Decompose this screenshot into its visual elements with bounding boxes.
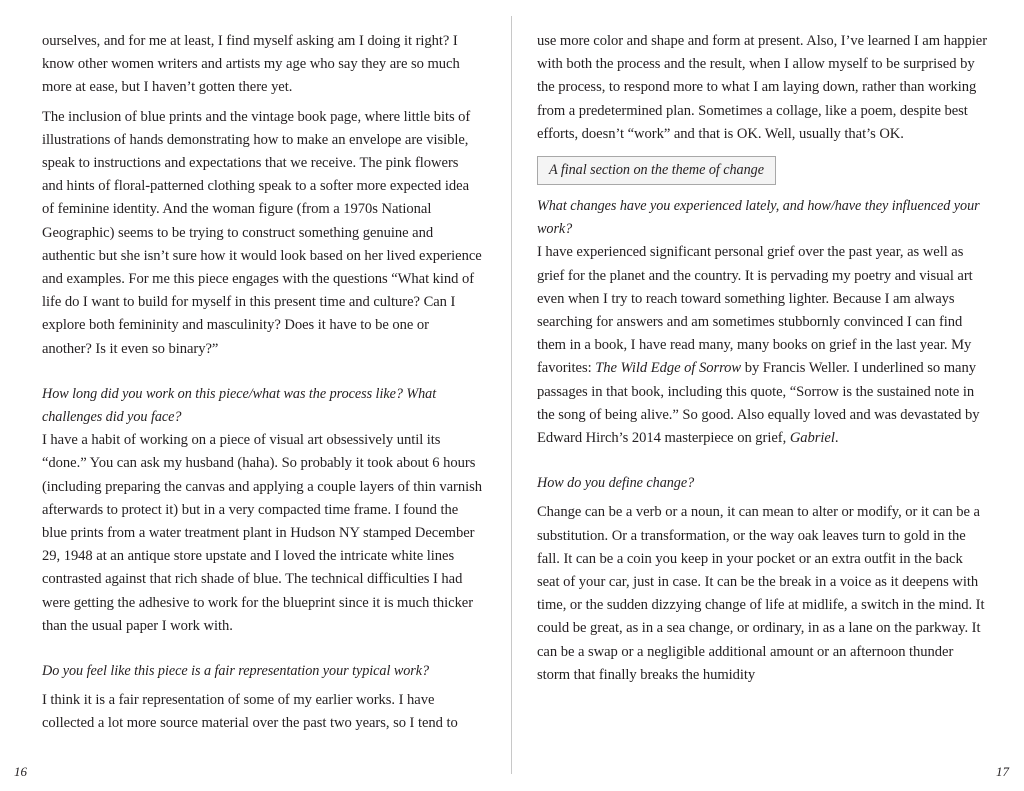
interview-answer xyxy=(537,241,987,450)
paragraph: use more color and shape and form at present. Also, I’ve learned I am happier with both the process and the result, when I allow myself to be surprised by the process, to respond more to what I am laying down, rather than working from a predetermined plan. Sometimes a collage, like a poem, despite best efforts, doesn’t “work” and that is OK. Well, usually that’s OK. xyxy=(537,33,988,142)
left-page xyxy=(0,0,511,791)
interview-question: How do you define change? xyxy=(537,475,695,492)
page-number-left: 16 xyxy=(14,764,27,779)
interview-answer: I think it is a fair representation of some of my earlier works. I have collected a lot more source material over the past two years, so I tend to xyxy=(42,692,458,732)
answer-text: by Francis Weller. I underlined so many passages in that book, including this quote, “Sorrow is the sustained note in the song of being alive.” So good. Also equally loved and was devastated by Edward Hirch’s 2014 masterpiece on grief, xyxy=(537,360,980,447)
answer-text: . xyxy=(834,430,839,447)
interview-question: What changes have you experienced lately, and how/have they influenced your work? xyxy=(537,198,980,238)
book-title: The Wild Edge of Sorrow xyxy=(595,360,742,377)
interview-answer: I have a habit of working on a piece of visual art obsessively until its “done.” You can ask my husband (haha). So probably it took about 6 hours (including preparing the canvas and applying a couple layers of thin varnish afterwards to protect it) but in a very compacted time frame. I found the blue prints from a water treatment plant in Hudson NY stamped December 29, 1948 at an antique store upstate and I loved the intricate white lines contrasted against that rich shade of blue. The technical difficulties I had were getting the adhesive to work for the blueprint since it is much thicker than the usual paper I work with. xyxy=(42,432,482,634)
paragraph: ourselves, and for me at least, I find myself asking am I doing it right? I know other women writers and artists my age who say they are so much more at ease, but I haven’t gotten there yet. xyxy=(42,33,460,96)
right-page xyxy=(512,0,1024,791)
interview-question: How long did you work on this piece/what was the process like? What challenges did you face? xyxy=(42,385,437,426)
page-number-right: 17 xyxy=(996,764,1009,779)
answer-text: I have experienced significant personal grief over the past year, as well as grief for the planet and the country. It is pervading my poetry and visual art even when I try to reach toward something lighter. Because I am always searching for answers and am sometimes stubbornly convinced I can find them in a book, I have read many, many books on grief in the last year. My favorites: xyxy=(537,244,973,377)
right-page-text xyxy=(537,30,987,687)
section-heading-box: A final section on the theme of change xyxy=(537,156,776,185)
left-page-text xyxy=(42,30,482,736)
interview-answer: Change can be a verb or a noun, it can mean to alter or modify, or it can be a substitution. Or a transformation, or the way oak leaves turn to gold in the fall. It can be a coin you keep in your pocket or an extra outfit in the back seat of your car, just in case. It can be the break in a voice as it deepens with time, or the sudden dizzying change of life at midlife, a switch in the mind. It could be great, as in a sea change, or ordinary, in as a lane on the parkway. It can be a swap or a negligible additional amount or an afternoon thunder storm that finally breaks the humidity xyxy=(537,504,985,683)
book-title: Gabriel xyxy=(789,430,835,447)
paragraph: The inclusion of blue prints and the vintage book page, where little bits of illustrations of hands demonstrating how to make an envelope are visible, speak to instructions and expectations that we receive. The pink flowers and hints of floral-patterned clothing speak to a softer more expected idea of feminine identity. And the woman figure (from a 1970s National Geographic) seems to be trying to construct something genuine and authentic but she isn’t sure how it would look based on her lived experience and examples. For me this piece engages with the questions “What kind of life do I want to build for myself in this present time and culture? Can I explore both femininity and masculinity? Does it have to be one or another? Is it even so binary?” xyxy=(42,108,482,357)
interview-question: Do you feel like this piece is a fair representation your typical work? xyxy=(42,663,430,680)
